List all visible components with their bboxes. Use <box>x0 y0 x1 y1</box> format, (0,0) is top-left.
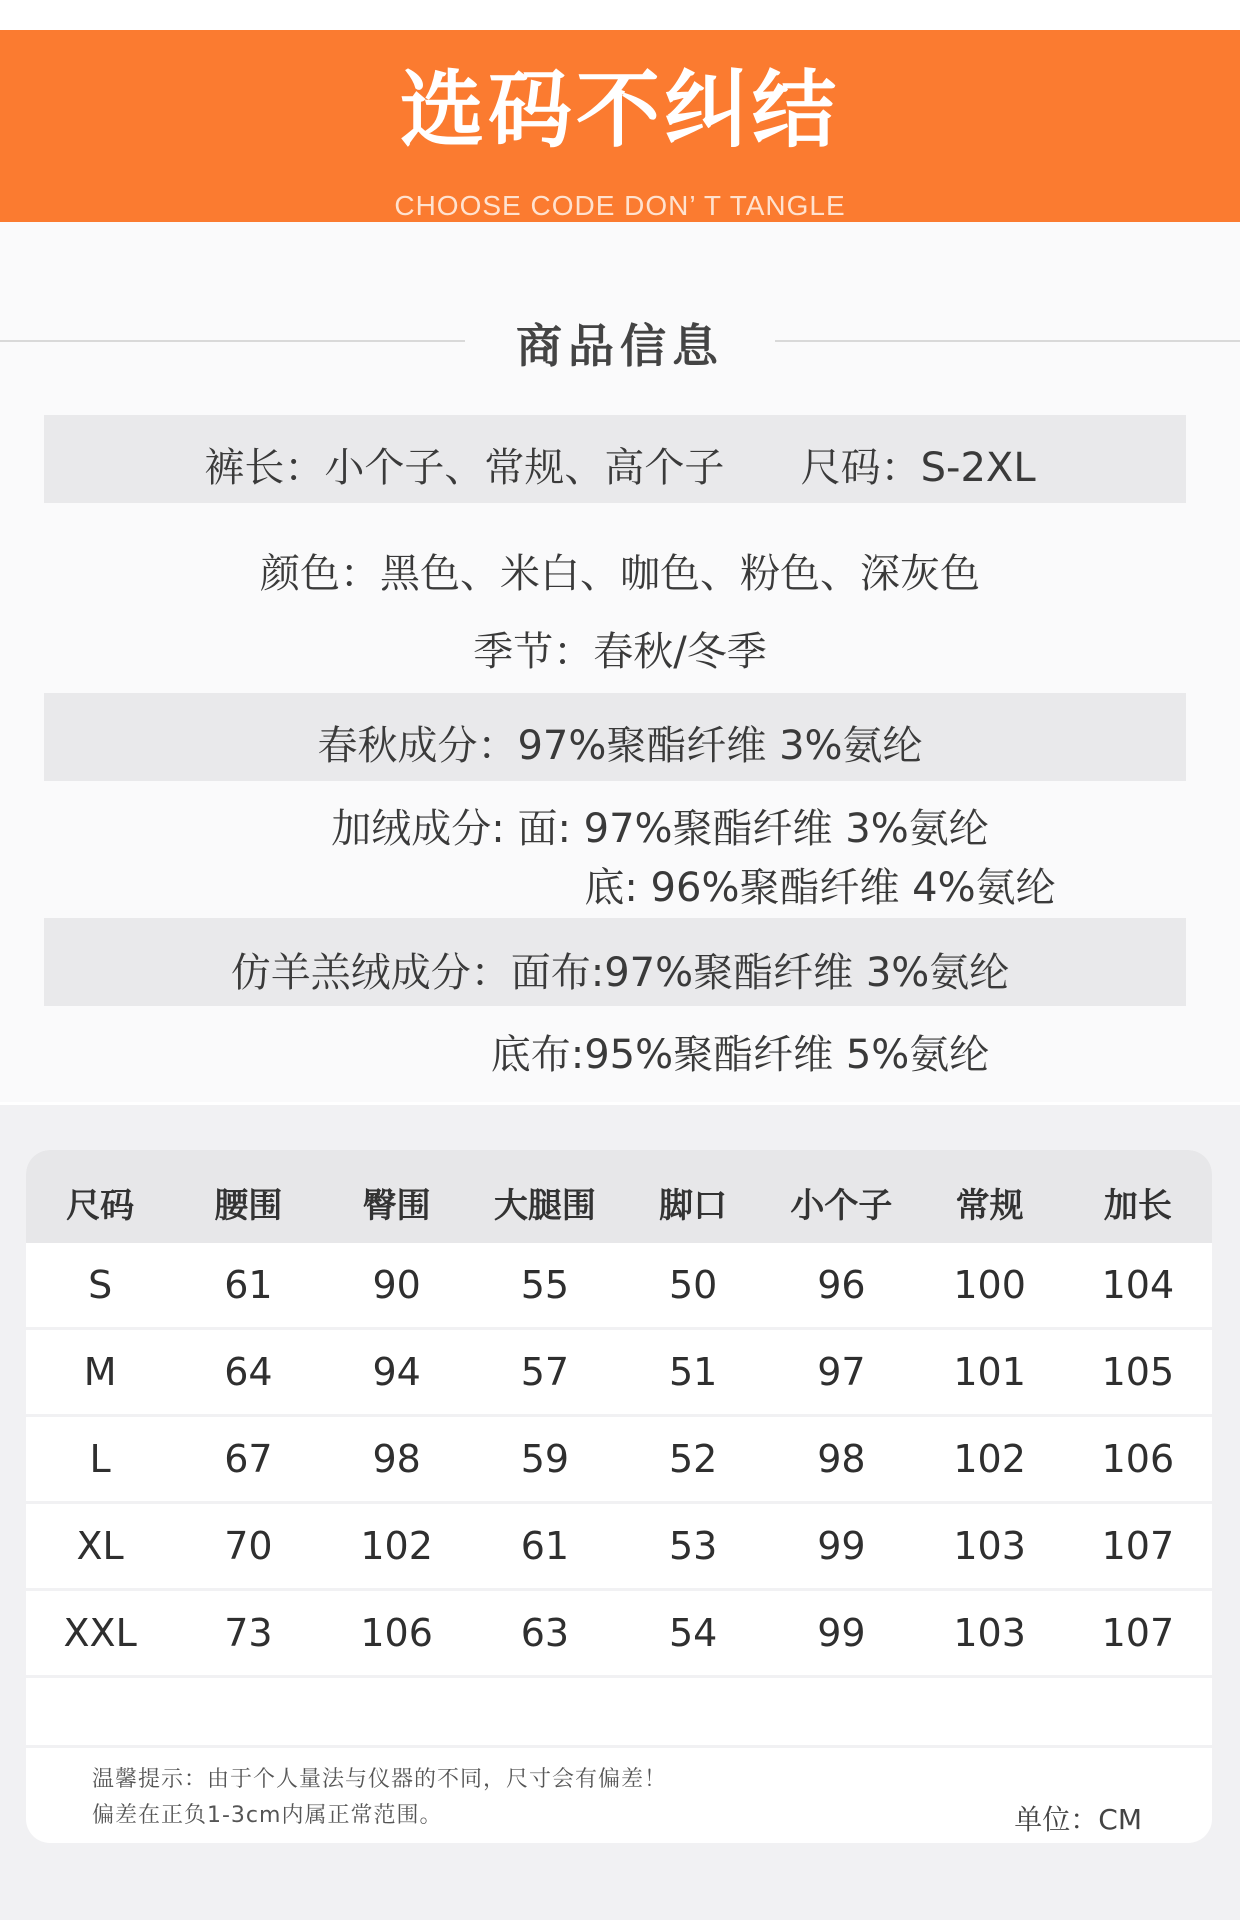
table-row <box>26 1416 1212 1503</box>
cell-petite: 97 <box>767 1329 915 1416</box>
table-row <box>26 1243 1212 1329</box>
cell-leg-opening: 51 <box>619 1329 767 1416</box>
cell-waist: 67 <box>174 1416 322 1503</box>
size-table-header-row <box>26 1150 1212 1243</box>
length-size-line: 裤长：小个子、常规、高个子 尺码：S-2XL <box>204 445 1036 491</box>
cell-regular: 100 <box>916 1243 1064 1329</box>
faux-cashmere-outer-line: 仿羊羔绒成分：面布:97%聚酯纤维 3%氨纶 <box>230 950 1010 996</box>
header-thigh: 大腿围 <box>471 1150 619 1243</box>
size-chart-card <box>26 1150 1212 1843</box>
cell-petite: 98 <box>767 1416 915 1503</box>
header-petite: 小个子 <box>767 1150 915 1243</box>
empty-table-row <box>26 1660 1212 1748</box>
cell-size: M <box>26 1329 174 1416</box>
cell-leg-opening: 53 <box>619 1503 767 1590</box>
table-row <box>26 1503 1212 1590</box>
header-hip: 臀围 <box>323 1150 471 1243</box>
header-size: 尺码 <box>26 1150 174 1243</box>
cell-petite: 96 <box>767 1243 915 1329</box>
tip-line-2: 偏差在正负1-3cm内属正常范围。 <box>92 1803 443 1828</box>
cell-size: XXL <box>26 1590 174 1677</box>
cell-waist: 70 <box>174 1503 322 1590</box>
cell-regular: 101 <box>916 1329 1064 1416</box>
cell-leg-opening: 52 <box>619 1416 767 1503</box>
cell-thigh: 63 <box>471 1590 619 1677</box>
cell-hip: 94 <box>323 1329 471 1416</box>
spring-autumn-material-line: 春秋成分：97%聚酯纤维 3%氨纶 <box>317 723 923 769</box>
cell-hip: 106 <box>323 1590 471 1677</box>
cell-thigh: 61 <box>471 1503 619 1590</box>
cell-waist: 64 <box>174 1329 322 1416</box>
season-line: 季节：春秋/冬季 <box>473 629 767 675</box>
cell-thigh: 57 <box>471 1329 619 1416</box>
cell-hip: 90 <box>323 1243 471 1329</box>
cell-long: 107 <box>1064 1590 1212 1677</box>
cell-regular: 103 <box>916 1503 1064 1590</box>
cell-petite: 99 <box>767 1590 915 1677</box>
cell-waist: 73 <box>174 1590 322 1677</box>
tip-line-1: 温馨提示：由于个人量法与仪器的不同，尺寸会有偏差！ <box>92 1767 668 1792</box>
header-leg-opening: 脚口 <box>619 1150 767 1243</box>
size-table <box>26 1150 1212 1678</box>
product-info-heading: 商品信息 <box>516 319 724 373</box>
colors-line: 颜色：黑色、米白、咖色、粉色、深灰色 <box>260 551 980 597</box>
cell-waist: 61 <box>174 1243 322 1329</box>
cell-regular: 102 <box>916 1416 1064 1503</box>
cell-long: 106 <box>1064 1416 1212 1503</box>
unit-label: 单位：CM <box>1014 1803 1142 1836</box>
fleece-material-inner-line: 底: 96%聚酯纤维 4%氨纶 <box>584 865 1056 911</box>
cell-hip: 98 <box>323 1416 471 1503</box>
fleece-material-outer-line: 加绒成分: 面: 97%聚酯纤维 3%氨纶 <box>331 806 989 852</box>
banner-title: 选码不纠结 <box>399 61 840 159</box>
cell-size: L <box>26 1416 174 1503</box>
cell-leg-opening: 50 <box>619 1243 767 1329</box>
cell-thigh: 59 <box>471 1416 619 1503</box>
cell-regular: 103 <box>916 1590 1064 1677</box>
cell-size: S <box>26 1243 174 1329</box>
cell-leg-opening: 54 <box>619 1590 767 1677</box>
cell-thigh: 55 <box>471 1243 619 1329</box>
cell-long: 105 <box>1064 1329 1212 1416</box>
header-banner <box>0 30 1240 222</box>
cell-long: 104 <box>1064 1243 1212 1329</box>
header-regular: 常规 <box>916 1150 1064 1243</box>
table-row <box>26 1329 1212 1416</box>
header-waist: 腰围 <box>174 1150 322 1243</box>
cell-hip: 102 <box>323 1503 471 1590</box>
header-long: 加长 <box>1064 1150 1212 1243</box>
cell-size: XL <box>26 1503 174 1590</box>
cell-petite: 99 <box>767 1503 915 1590</box>
faux-cashmere-inner-line: 底布:95%聚酯纤维 5%氨纶 <box>490 1032 990 1078</box>
cell-long: 107 <box>1064 1503 1212 1590</box>
banner-subtitle: CHOOSE CODE DON’ T TANGLE <box>394 190 846 221</box>
